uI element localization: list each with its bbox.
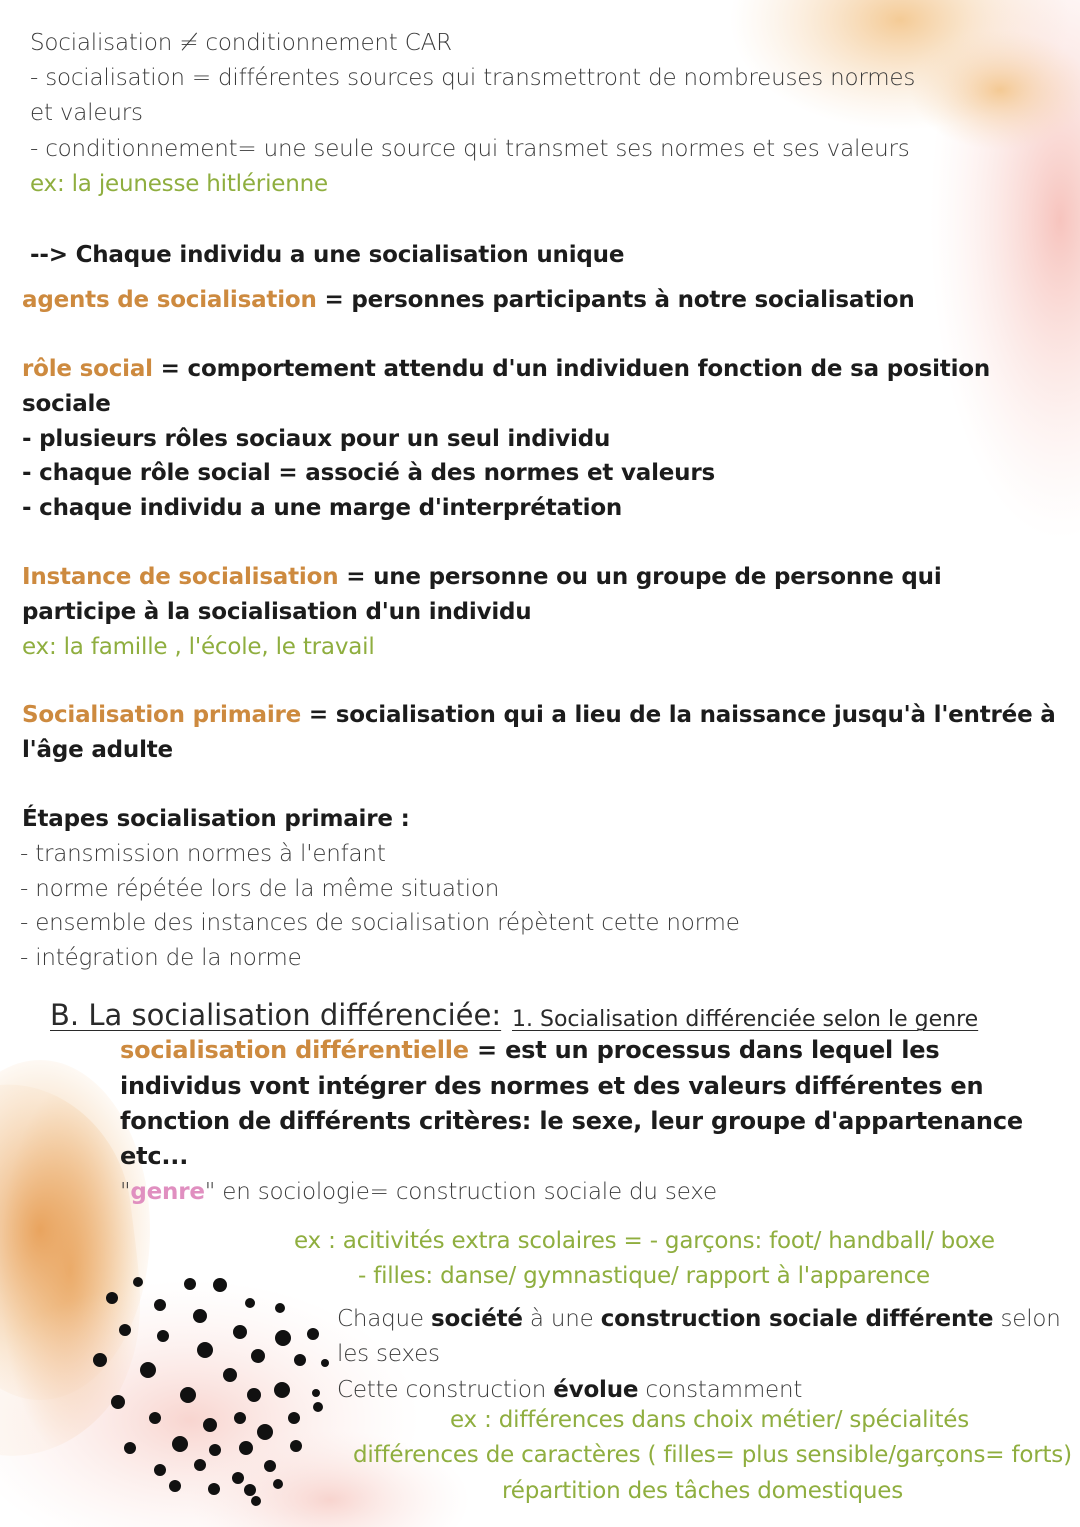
text-fragment: à une [522, 1306, 601, 1332]
text-fragment: Cette construction [337, 1377, 554, 1403]
text-line: Socialisation ≠ conditionnement CAR [30, 30, 452, 56]
conclusion-line: --> Chaque individu a une socialisation unique [30, 242, 625, 268]
example-line: ex: la famille , l'école, le travail [22, 634, 375, 660]
text-fragment: Chaque [337, 1306, 431, 1332]
evolution-line [337, 1377, 802, 1403]
list-item: - chaque individu a une marge d'interprétation [22, 495, 623, 521]
section-heading: B. La socialisation différenciée: [50, 998, 502, 1032]
emphasis-construction: construction sociale différente [600, 1306, 994, 1332]
steps-title: Étapes socialisation primaire : [22, 806, 410, 832]
society-line [337, 1306, 1061, 1332]
emphasis-societe: société [430, 1306, 523, 1332]
text-line: - conditionnement= une seule source qui transmet ses normes et ses valeurs [30, 136, 910, 162]
text-line: participe à la socialisation d'un individu [22, 599, 532, 625]
text-line: etc... [120, 1142, 189, 1170]
term-differentielle: socialisation différentielle [120, 1036, 469, 1064]
list-item: - intégration de la norme [20, 945, 302, 971]
list-item: - ensemble des instances de socialisation répètent cette norme [20, 910, 740, 936]
example-line: ex: la jeunesse hitlérienne [30, 171, 328, 197]
subsection-heading: 1. Socialisation différenciée selon le genre [512, 1007, 979, 1032]
text-line: - socialisation = différentes sources qui transmettront de nombreuses normes [30, 65, 916, 91]
text-line: individus vont intégrer des normes et des valeurs différentes en [120, 1072, 984, 1100]
example-line: - filles: danse/ gymnastique/ rapport à l'apparence [358, 1263, 930, 1289]
text-fragment: constamment [638, 1377, 803, 1403]
text-line: fonction de différents critères: le sexe, leur groupe d'appartenance [120, 1107, 1023, 1135]
text-line: l'âge adulte [22, 737, 173, 763]
definition-text: = est un processus dans lequel les [468, 1036, 940, 1064]
example-line: différences de caractères ( filles= plus sensible/garçons= forts) [353, 1442, 1072, 1468]
definition-agents [22, 287, 915, 313]
quote-mark: " [120, 1179, 131, 1205]
emphasis-evolue: évolue [553, 1377, 639, 1403]
term-role-social: rôle social [22, 356, 153, 382]
text-line: sociale [22, 391, 111, 417]
definition-text: " en sociologie= construction sociale du sexe [204, 1179, 717, 1205]
definition-text: = socialisation qui a lieu de la naissance jusqu'à l'entrée à [301, 702, 1056, 728]
term-genre: genre [130, 1179, 205, 1205]
list-item: - norme répétée lors de la même situation [20, 876, 500, 902]
example-line: répartition des tâches domestiques [502, 1478, 903, 1504]
definition-role-social [22, 356, 990, 382]
definition-primaire [22, 702, 1056, 728]
definition-instance [22, 564, 942, 590]
definition-text: = une personne ou un groupe de personne qui [338, 564, 942, 590]
term-primaire: Socialisation primaire [22, 702, 302, 728]
term-agents: agents de socialisation [22, 287, 317, 313]
list-item: - plusieurs rôles sociaux pour un seul individu [22, 426, 611, 452]
definition-differentielle [120, 1036, 939, 1064]
text-line: les sexes [337, 1341, 440, 1367]
list-item: - transmission normes à l'enfant [20, 841, 386, 867]
text-line: et valeurs [30, 100, 143, 126]
text-fragment: selon [993, 1306, 1061, 1332]
term-instance: Instance de socialisation [22, 564, 339, 590]
definition-text: = personnes participants à notre socialisation [316, 287, 915, 313]
definition-text: = comportement attendu d'un individuen fonction de sa position [152, 356, 991, 382]
list-item: - chaque rôle social = associé à des normes et valeurs [22, 460, 715, 486]
example-line: ex : acitivités extra scolaires = - garçons: foot/ handball/ boxe [294, 1228, 995, 1254]
example-line: ex : différences dans choix métier/ spécialités [450, 1407, 970, 1433]
genre-definition [120, 1179, 717, 1205]
